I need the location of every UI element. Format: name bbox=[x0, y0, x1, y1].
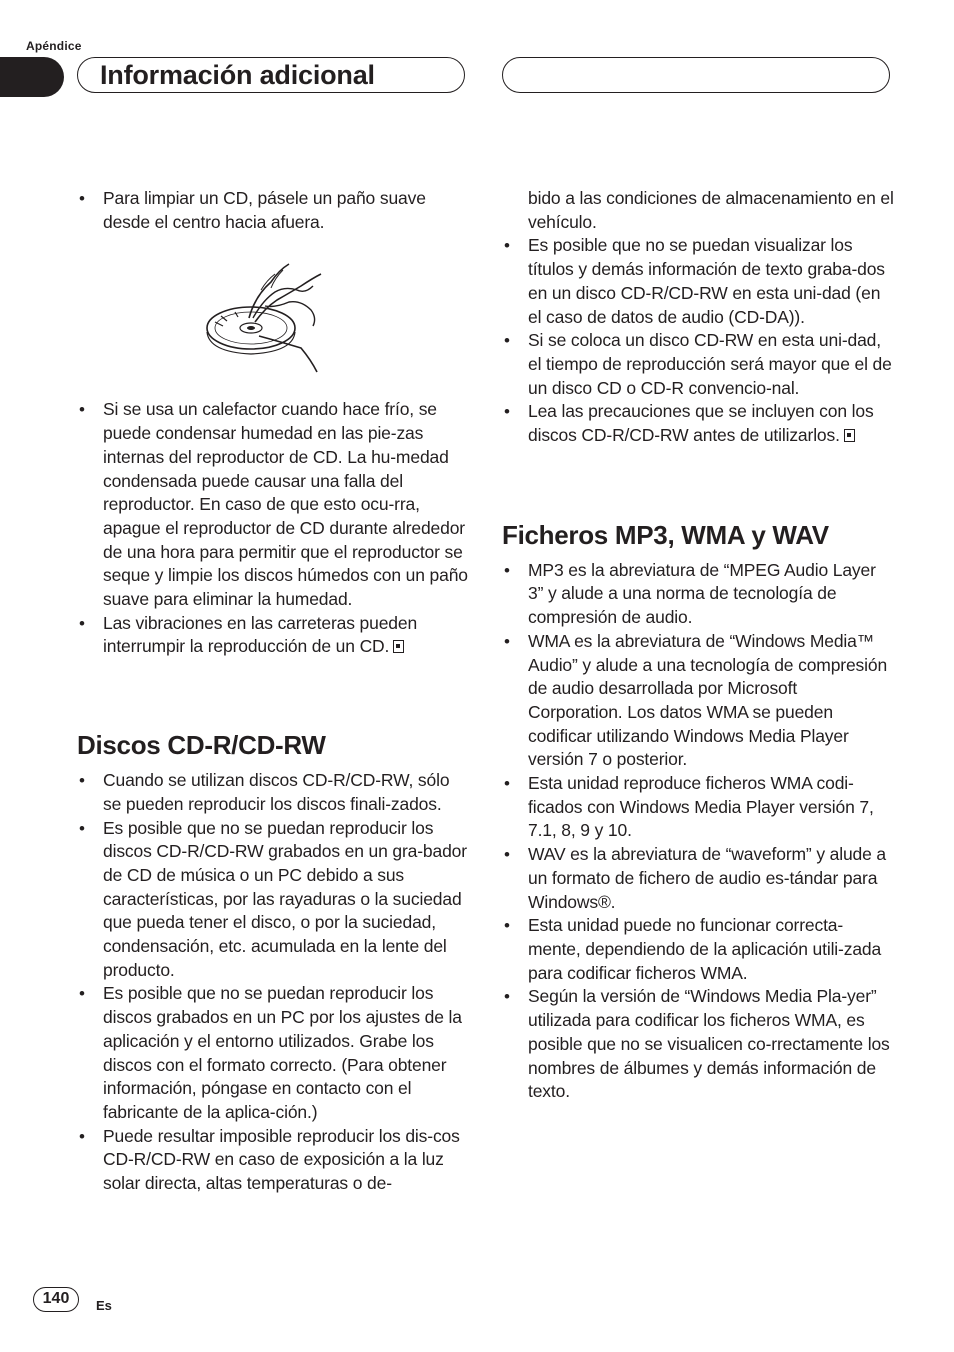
list-item: • Si se usa un calefactor cuando hace frío, se puede condensar humedad en las pie-zas internas del reproductor de CD. La hu-medad condensada puede causar una falla del reproductor. En caso de que esto ocu-rra, apague el reproductor de CD durante alrededor de una hora para permitir que el reproductor se seque y limpie los discos húmedos con un paño suave para eliminar la humedad. bbox=[79, 399, 468, 610]
list-item: • WAV es la abreviatura de “waveform” y alude a un formato de fichero de audio es-tándar para Windows®. bbox=[504, 844, 886, 912]
list-item: • Lea las precauciones que se incluyen con los discos CD-R/CD-RW antes de utilizarlos. bbox=[504, 401, 874, 446]
left-column bbox=[77, 187, 469, 1196]
intro-bullet-list bbox=[77, 187, 469, 234]
mp3-bullet-list bbox=[502, 559, 894, 1104]
condensation-bullet-list bbox=[77, 398, 469, 659]
header-empty-pill bbox=[502, 57, 890, 93]
page-number: 140 bbox=[33, 1287, 79, 1312]
cd-cleaning-illustration bbox=[205, 256, 325, 376]
list-item: • Es posible que no se puedan visualizar los títulos y demás información de texto graba-dos en un disco CD-R/CD-RW en esta uni-dad (en el caso de datos de audio (CD-DA)). bbox=[504, 235, 885, 327]
page-title: Información adicional bbox=[100, 60, 375, 90]
list-item: • Esta unidad reproduce ficheros WMA codi-ficados con Windows Media Player versión 7, 7.1, 8, 9 y 10. bbox=[504, 773, 874, 841]
right-column bbox=[502, 187, 894, 1104]
list-item: • Es posible que no se puedan reproducir los discos CD-R/CD-RW grabados en un gra-bador de CD de música o un PC debido a sus características, por las rayaduras o la suciedad que pueda tener el disco, o por la suciedad, condensación, etc. acumulada en la lente del producto. bbox=[79, 817, 467, 980]
list-item: • Las vibraciones en las carreteras pueden interrumpir la reproducción de un CD. bbox=[79, 612, 418, 657]
list-item: • Si se coloca un disco CD-RW en esta uni-dad, el tiempo de reproducción será mayor que el de un disco CD o CD-R convencio-nal. bbox=[504, 330, 892, 398]
section-heading-cdr: Discos CD-R/CD-RW bbox=[77, 730, 326, 761]
end-mark-icon bbox=[844, 429, 855, 442]
cdr-continued-bullet-list bbox=[502, 234, 894, 447]
list-item: • Es posible que no se puedan reproducir los discos grabados en un PC por los ajustes de la aplicación y el entorno utilizados. Grabe los discos con el formato correcto. (Para obtener información, póngase en contacto con el fabricante de la aplica-ción.) bbox=[79, 983, 462, 1122]
list-item: • MP3 es la abreviatura de “MPEG Audio Layer 3” y alude a una norma de tecnología de compresión de audio. bbox=[504, 559, 876, 628]
list-item: • Puede resultar imposible reproducir los dis-cos CD-R/CD-RW en caso de exposición a la luz solar directa, altas temperaturas o de- bbox=[79, 1125, 460, 1194]
end-mark-icon bbox=[393, 640, 404, 653]
header-tab-marker bbox=[0, 57, 64, 97]
list-item: • Cuando se utilizan discos CD-R/CD-RW, sólo se pueden reproducir los discos finali-zados. bbox=[79, 770, 450, 814]
list-item: • Según la versión de “Windows Media Pla-yer” utilizada para codificar los ficheros WMA, es posible que no se visualicen co-rrectamente los nombres de álbumes y demás información de texto. bbox=[504, 986, 890, 1102]
list-item: • Esta unidad puede no funcionar correcta-mente, dependiendo de la aplicación utili-zada para codificar ficheros WMA. bbox=[504, 915, 882, 983]
language-code: Es bbox=[96, 1298, 112, 1313]
list-item: • WMA es la abreviatura de “Windows Media™ Audio” y alude a una tecnología de compresión de audio desarrollada por Microsoft Corporation. Los datos WMA se pueden codificar utilizando Windows Media Player versión 7 o posterior. bbox=[504, 630, 888, 770]
list-item: • Para limpiar un CD, pásele un paño suave desde el centro hacia afuera. bbox=[79, 188, 426, 232]
cdr-bullet-list bbox=[77, 769, 469, 1196]
section-label: Apéndice bbox=[26, 39, 82, 53]
header-title-pill bbox=[77, 57, 465, 93]
section-heading-mp3: Ficheros MP3, WMA y WAV bbox=[502, 519, 829, 550]
continued-text: bido a las condiciones de almacenamiento en el vehículo. bbox=[528, 188, 894, 232]
